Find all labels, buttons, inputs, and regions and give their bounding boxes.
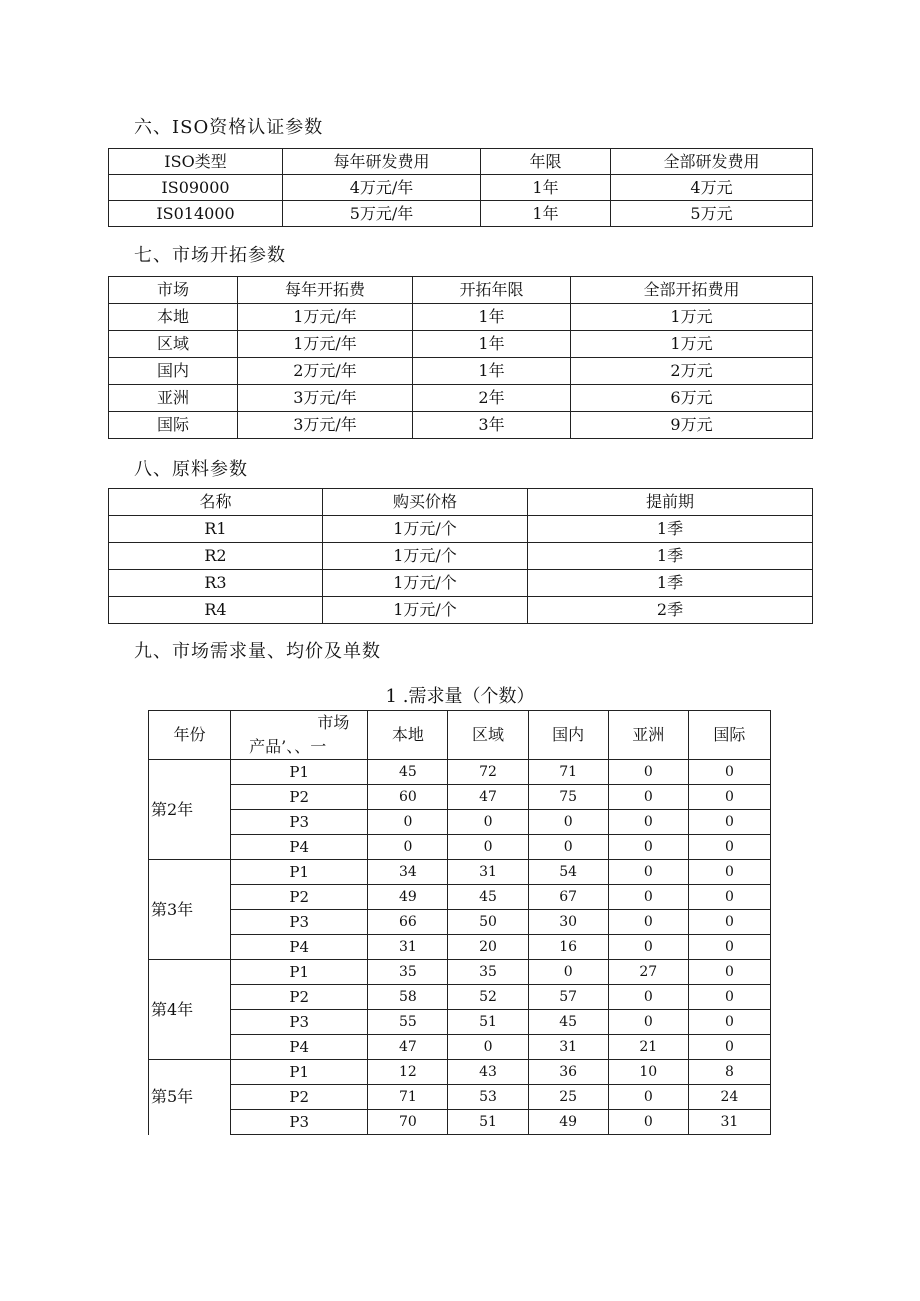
demand-header-market-cell: 国际 <box>688 711 770 760</box>
market-cell: 2年 <box>413 385 571 412</box>
demand-subtitle: 1 .需求量（个数） <box>385 686 535 707</box>
demand-value-cell: 0 <box>528 810 608 835</box>
demand-row <box>149 985 771 1010</box>
demand-value-cell: 0 <box>608 1110 688 1135</box>
demand-value-cell: 0 <box>608 785 688 810</box>
material-row <box>109 597 813 624</box>
market-cell: 2万元/年 <box>238 358 413 385</box>
demand-value-cell: 45 <box>528 1010 608 1035</box>
demand-row <box>149 960 771 985</box>
market-header-cell: 每年开拓费 <box>238 277 413 304</box>
demand-value-cell: 31 <box>688 1110 770 1135</box>
market-cell: 9万元 <box>571 412 813 439</box>
material-cell: R4 <box>109 597 323 624</box>
market-cell: 国际 <box>109 412 238 439</box>
demand-product-cell: P3 <box>231 1110 368 1135</box>
demand-header-product: 产品’、、一 <box>249 737 327 756</box>
demand-product-cell: P3 <box>231 810 368 835</box>
demand-product-cell: P1 <box>231 760 368 785</box>
demand-value-cell: 0 <box>368 810 448 835</box>
market-row <box>109 304 813 331</box>
demand-value-cell: 0 <box>688 910 770 935</box>
demand-value-cell: 0 <box>688 985 770 1010</box>
demand-value-cell: 50 <box>448 910 528 935</box>
demand-value-cell: 0 <box>608 1010 688 1035</box>
demand-header-market-cell: 亚洲 <box>608 711 688 760</box>
demand-value-cell: 0 <box>528 835 608 860</box>
demand-value-cell: 16 <box>528 935 608 960</box>
demand-row <box>149 760 771 785</box>
demand-row <box>149 785 771 810</box>
material-cell: 1万元/个 <box>323 597 528 624</box>
demand-row <box>149 860 771 885</box>
demand-value-cell: 34 <box>368 860 448 885</box>
iso-row <box>109 175 813 201</box>
material-cell: 1万元/个 <box>323 543 528 570</box>
material-row <box>109 516 813 543</box>
demand-product-cell: P1 <box>231 1060 368 1085</box>
material-header-row <box>109 489 813 516</box>
market-header-cell: 开拓年限 <box>413 277 571 304</box>
material-header-cell: 名称 <box>109 489 323 516</box>
market-cell: 1万元/年 <box>238 304 413 331</box>
market-cell: 区域 <box>109 331 238 358</box>
demand-value-cell: 0 <box>448 1035 528 1060</box>
demand-row <box>149 910 771 935</box>
demand-value-cell: 35 <box>368 960 448 985</box>
market-cell: 1万元/年 <box>238 331 413 358</box>
demand-value-cell: 71 <box>368 1085 448 1110</box>
demand-header-market-cell: 国内 <box>528 711 608 760</box>
demand-year-cell: 第2年 <box>149 760 231 860</box>
demand-value-cell: 75 <box>528 785 608 810</box>
demand-value-cell: 8 <box>688 1060 770 1085</box>
demand-row <box>149 1085 771 1110</box>
demand-product-cell: P4 <box>231 835 368 860</box>
market-header-row <box>109 277 813 304</box>
demand-value-cell: 0 <box>688 1010 770 1035</box>
demand-value-cell: 45 <box>448 885 528 910</box>
demand-value-cell: 0 <box>448 835 528 860</box>
demand-value-cell: 54 <box>528 860 608 885</box>
market-table <box>108 276 813 439</box>
market-header-cell: 市场 <box>109 277 238 304</box>
market-cell: 1万元 <box>571 304 813 331</box>
demand-header-corner <box>231 711 368 760</box>
material-cell: R2 <box>109 543 323 570</box>
material-cell: 2季 <box>528 597 813 624</box>
demand-value-cell: 51 <box>448 1110 528 1135</box>
demand-value-cell: 31 <box>448 860 528 885</box>
demand-value-cell: 12 <box>368 1060 448 1085</box>
iso-cell: 4万元 <box>611 175 813 201</box>
iso-cell: IS09000 <box>109 175 283 201</box>
demand-value-cell: 31 <box>368 935 448 960</box>
demand-value-cell: 20 <box>448 935 528 960</box>
demand-value-cell: 24 <box>688 1085 770 1110</box>
demand-value-cell: 25 <box>528 1085 608 1110</box>
demand-value-cell: 58 <box>368 985 448 1010</box>
demand-value-cell: 43 <box>448 1060 528 1085</box>
demand-row <box>149 1110 771 1135</box>
material-cell: 1季 <box>528 570 813 597</box>
market-cell: 2万元 <box>571 358 813 385</box>
market-cell: 本地 <box>109 304 238 331</box>
demand-value-cell: 27 <box>608 960 688 985</box>
demand-value-cell: 60 <box>368 785 448 810</box>
market-cell: 1年 <box>413 331 571 358</box>
material-row <box>109 543 813 570</box>
demand-value-cell: 0 <box>608 935 688 960</box>
material-section-title: 八、原料参数 <box>134 459 248 480</box>
demand-value-cell: 0 <box>608 885 688 910</box>
material-header-cell: 提前期 <box>528 489 813 516</box>
material-cell: R1 <box>109 516 323 543</box>
demand-header-row <box>149 711 771 760</box>
demand-value-cell: 0 <box>368 835 448 860</box>
iso-cell: 4万元/年 <box>283 175 481 201</box>
demand-value-cell: 49 <box>368 885 448 910</box>
demand-value-cell: 71 <box>528 760 608 785</box>
demand-value-cell: 0 <box>608 860 688 885</box>
demand-value-cell: 21 <box>608 1035 688 1060</box>
demand-value-cell: 57 <box>528 985 608 1010</box>
demand-value-cell: 0 <box>688 960 770 985</box>
material-cell: R3 <box>109 570 323 597</box>
demand-value-cell: 35 <box>448 960 528 985</box>
market-cell: 1万元 <box>571 331 813 358</box>
demand-value-cell: 0 <box>608 910 688 935</box>
material-cell: 1万元/个 <box>323 570 528 597</box>
iso-header-cell: 年限 <box>481 149 611 175</box>
demand-value-cell: 10 <box>608 1060 688 1085</box>
market-row <box>109 385 813 412</box>
iso-table <box>108 148 813 227</box>
market-cell: 3年 <box>413 412 571 439</box>
demand-value-cell: 52 <box>448 985 528 1010</box>
market-header-cell: 全部开拓费用 <box>571 277 813 304</box>
iso-header-cell: ISO类型 <box>109 149 283 175</box>
market-row <box>109 358 813 385</box>
demand-row <box>149 1060 771 1085</box>
demand-year-cell: 第4年 <box>149 960 231 1060</box>
iso-cell: 5万元/年 <box>283 201 481 227</box>
demand-product-cell: P1 <box>231 860 368 885</box>
demand-value-cell: 45 <box>368 760 448 785</box>
demand-product-cell: P3 <box>231 1010 368 1035</box>
demand-row <box>149 835 771 860</box>
market-row <box>109 331 813 358</box>
demand-value-cell: 72 <box>448 760 528 785</box>
demand-product-cell: P2 <box>231 985 368 1010</box>
demand-value-cell: 0 <box>688 935 770 960</box>
iso-section-title: 六、ISO资格认证参数 <box>134 117 324 138</box>
demand-value-cell: 0 <box>688 860 770 885</box>
material-table <box>108 488 813 624</box>
demand-value-cell: 0 <box>688 1035 770 1060</box>
demand-row <box>149 935 771 960</box>
demand-value-cell: 36 <box>528 1060 608 1085</box>
market-cell: 国内 <box>109 358 238 385</box>
demand-value-cell: 0 <box>608 760 688 785</box>
demand-value-cell: 66 <box>368 910 448 935</box>
demand-value-cell: 0 <box>688 810 770 835</box>
demand-value-cell: 53 <box>448 1085 528 1110</box>
demand-value-cell: 47 <box>368 1035 448 1060</box>
demand-value-cell: 0 <box>688 885 770 910</box>
demand-value-cell: 0 <box>528 960 608 985</box>
iso-header-cell: 全部研发费用 <box>611 149 813 175</box>
demand-value-cell: 67 <box>528 885 608 910</box>
demand-value-cell: 70 <box>368 1110 448 1135</box>
demand-row <box>149 1035 771 1060</box>
iso-cell: 1年 <box>481 201 611 227</box>
iso-header-row <box>109 149 813 175</box>
material-cell: 1万元/个 <box>323 516 528 543</box>
demand-value-cell: 0 <box>608 1085 688 1110</box>
demand-product-cell: P4 <box>231 1035 368 1060</box>
material-header-cell: 购买价格 <box>323 489 528 516</box>
demand-value-cell: 51 <box>448 1010 528 1035</box>
demand-value-cell: 0 <box>608 810 688 835</box>
demand-table <box>148 710 771 1135</box>
demand-header-market: 市场 <box>317 713 350 732</box>
demand-year-cell: 第5年 <box>149 1060 231 1135</box>
demand-value-cell: 31 <box>528 1035 608 1060</box>
demand-header-year: 年份 <box>149 711 231 760</box>
demand-value-cell: 0 <box>688 835 770 860</box>
material-cell: 1季 <box>528 543 813 570</box>
demand-product-cell: P2 <box>231 785 368 810</box>
material-row <box>109 570 813 597</box>
demand-value-cell: 47 <box>448 785 528 810</box>
iso-row <box>109 201 813 227</box>
demand-row <box>149 1010 771 1035</box>
demand-product-cell: P2 <box>231 885 368 910</box>
demand-row <box>149 885 771 910</box>
demand-product-cell: P2 <box>231 1085 368 1110</box>
iso-cell: 5万元 <box>611 201 813 227</box>
demand-value-cell: 49 <box>528 1110 608 1135</box>
demand-value-cell: 0 <box>688 760 770 785</box>
demand-product-cell: P3 <box>231 910 368 935</box>
market-cell: 3万元/年 <box>238 412 413 439</box>
iso-cell: 1年 <box>481 175 611 201</box>
market-section-title: 七、市场开拓参数 <box>134 245 286 266</box>
market-cell: 3万元/年 <box>238 385 413 412</box>
market-cell: 1年 <box>413 358 571 385</box>
demand-year-cell: 第3年 <box>149 860 231 960</box>
material-cell: 1季 <box>528 516 813 543</box>
demand-value-cell: 0 <box>608 835 688 860</box>
demand-value-cell: 0 <box>448 810 528 835</box>
market-cell: 6万元 <box>571 385 813 412</box>
demand-product-cell: P4 <box>231 935 368 960</box>
demand-header-market-cell: 本地 <box>368 711 448 760</box>
iso-header-cell: 每年研发费用 <box>283 149 481 175</box>
demand-header-market-cell: 区域 <box>448 711 528 760</box>
market-cell: 亚洲 <box>109 385 238 412</box>
market-cell: 1年 <box>413 304 571 331</box>
market-row <box>109 412 813 439</box>
demand-section-title: 九、市场需求量、均价及单数 <box>134 641 381 662</box>
iso-cell: IS014000 <box>109 201 283 227</box>
demand-value-cell: 0 <box>688 785 770 810</box>
demand-row <box>149 810 771 835</box>
demand-product-cell: P1 <box>231 960 368 985</box>
demand-value-cell: 30 <box>528 910 608 935</box>
demand-value-cell: 55 <box>368 1010 448 1035</box>
demand-value-cell: 0 <box>608 985 688 1010</box>
